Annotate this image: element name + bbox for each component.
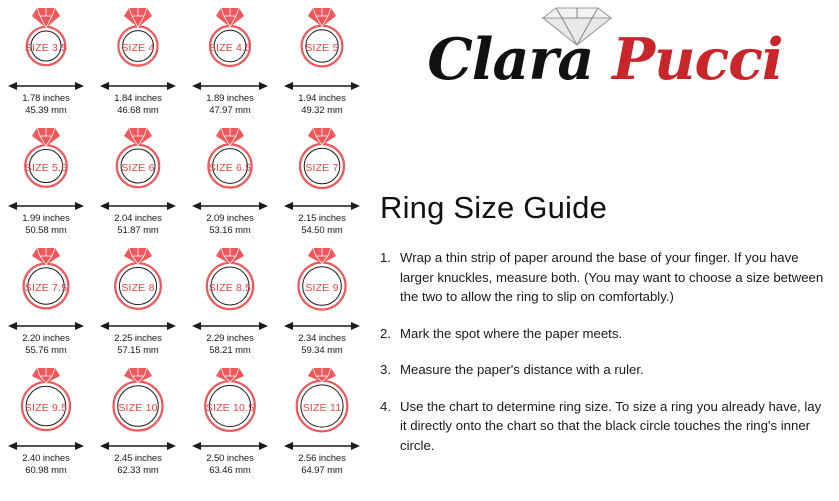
double-arrow-icon bbox=[283, 440, 361, 452]
step-number: 3. bbox=[380, 362, 391, 377]
measure-arrow bbox=[283, 199, 361, 211]
ring-size-chart bbox=[0, 0, 368, 501]
ring-size-cell bbox=[0, 244, 92, 364]
measure-arrow bbox=[7, 79, 85, 91]
ring-illustration bbox=[99, 246, 177, 318]
ring-size-label: SIZE 6.5 bbox=[208, 162, 252, 174]
ring-size-label: SIZE 4 bbox=[121, 42, 155, 54]
ring-measurement-mm: 63.46 mm bbox=[209, 464, 251, 476]
ring-measurement-inches: 2.50 inches bbox=[206, 453, 254, 464]
ring-size-label: SIZE 10 bbox=[118, 402, 158, 414]
ring-size-cell bbox=[0, 364, 92, 484]
ring-measurement bbox=[114, 453, 162, 476]
measure-arrow bbox=[7, 199, 85, 211]
measure-arrow bbox=[7, 439, 85, 451]
ring-measurement bbox=[22, 333, 70, 356]
page-title: Ring Size Guide bbox=[380, 190, 608, 225]
ring-size-cell bbox=[0, 4, 92, 124]
double-arrow-icon bbox=[99, 80, 177, 92]
ring-size-label: SIZE 3.5 bbox=[24, 42, 68, 54]
double-arrow-icon bbox=[7, 320, 85, 332]
instruction-step bbox=[380, 324, 828, 344]
ring-measurement bbox=[114, 333, 162, 356]
step-number: 1. bbox=[380, 250, 391, 265]
step-text: Wrap a thin strip of paper around the base of your finger. If you have larger knuckles, measure both. (You may want to choose a size between the two to allow the ring to slip on comfortably.) bbox=[400, 250, 824, 304]
ring-size-cell bbox=[276, 364, 368, 484]
ring-measurement-mm: 46.68 mm bbox=[117, 104, 159, 116]
double-arrow-icon bbox=[7, 440, 85, 452]
ring-illustration bbox=[99, 126, 177, 198]
chart-row bbox=[0, 4, 368, 124]
ring-size-label: SIZE 5.5 bbox=[24, 162, 68, 174]
step-text: Measure the paper's distance with a ruler. bbox=[400, 362, 644, 377]
ring-size-label: SIZE 4.5 bbox=[208, 42, 252, 54]
double-arrow-icon bbox=[99, 200, 177, 212]
double-arrow-icon bbox=[283, 320, 361, 332]
double-arrow-icon bbox=[99, 320, 177, 332]
measure-arrow bbox=[283, 319, 361, 331]
ring-size-cell bbox=[276, 124, 368, 244]
ring-measurement-inches: 1.84 inches bbox=[114, 93, 162, 104]
ring-measurement-inches: 2.09 inches bbox=[206, 213, 254, 224]
measure-arrow bbox=[191, 319, 269, 331]
ring-measurement bbox=[206, 93, 254, 116]
ring-illustration bbox=[99, 6, 177, 78]
ring-illustration bbox=[283, 246, 361, 318]
ring-measurement-mm: 53.16 mm bbox=[209, 224, 251, 236]
ring-size-cell bbox=[276, 244, 368, 364]
measure-arrow bbox=[191, 439, 269, 451]
brand-name-second: Pucci bbox=[612, 26, 783, 93]
ring-illustration bbox=[191, 6, 269, 78]
step-text: Mark the spot where the paper meets. bbox=[400, 325, 623, 341]
ring-size-label: SIZE 8.5 bbox=[208, 282, 252, 294]
double-arrow-icon bbox=[99, 440, 177, 452]
ring-measurement bbox=[114, 93, 162, 116]
ring-measurement bbox=[298, 333, 346, 356]
ring-size-label: SIZE 7.5 bbox=[24, 282, 68, 294]
ring-size-cell bbox=[92, 364, 184, 484]
ring-size-cell bbox=[184, 364, 276, 484]
measure-arrow bbox=[283, 439, 361, 451]
ring-size-cell bbox=[184, 124, 276, 244]
ring-illustration bbox=[7, 366, 85, 438]
instruction-step bbox=[380, 248, 828, 307]
ring-size-cell bbox=[184, 4, 276, 124]
ring-size-cell bbox=[184, 244, 276, 364]
instruction-step bbox=[380, 360, 828, 380]
double-arrow-icon bbox=[7, 80, 85, 92]
ring-illustration bbox=[283, 6, 361, 78]
ring-size-cell bbox=[0, 124, 92, 244]
ring-measurement-inches: 1.78 inches bbox=[22, 93, 70, 104]
ring-measurement-mm: 64.97 mm bbox=[301, 464, 343, 476]
ring-measurement bbox=[22, 213, 70, 236]
double-arrow-icon bbox=[191, 200, 269, 212]
ring-measurement-inches: 2.45 inches bbox=[114, 453, 162, 464]
measure-arrow bbox=[191, 79, 269, 91]
ring-size-label: SIZE 7 bbox=[305, 162, 339, 174]
ring-measurement bbox=[206, 213, 254, 236]
ring-measurement-inches: 2.04 inches bbox=[114, 213, 162, 224]
step-text: Use the chart to determine ring size. To size a ring you already have, lay it directly onto the chart so that the black circle touches the ring's inner circle. bbox=[400, 398, 822, 453]
ring-measurement-mm: 60.98 mm bbox=[25, 464, 67, 476]
ring-measurement bbox=[22, 453, 70, 476]
double-arrow-icon bbox=[7, 200, 85, 212]
ring-measurement bbox=[298, 93, 346, 116]
ring-illustration bbox=[191, 366, 269, 438]
step-number: 2. bbox=[380, 325, 391, 341]
measure-arrow bbox=[283, 79, 361, 91]
chart-row bbox=[0, 124, 368, 244]
ring-measurement bbox=[114, 213, 162, 236]
ring-illustration bbox=[191, 246, 269, 318]
ring-size-cell bbox=[276, 4, 368, 124]
ring-illustration bbox=[283, 126, 361, 198]
ring-size-label: SIZE 9 bbox=[305, 282, 339, 294]
ring-measurement-inches: 2.56 inches bbox=[298, 453, 346, 464]
step-number: 4. bbox=[380, 398, 391, 414]
ring-size-label: SIZE 5 bbox=[305, 42, 339, 54]
ring-measurement bbox=[298, 213, 346, 236]
ring-size-label: SIZE 10.5 bbox=[205, 402, 255, 414]
ring-measurement-mm: 47.97 mm bbox=[209, 104, 251, 116]
ring-measurement-mm: 55.76 mm bbox=[25, 344, 67, 356]
measure-arrow bbox=[99, 79, 177, 91]
ring-size-label: SIZE 6 bbox=[121, 162, 155, 174]
measure-arrow bbox=[7, 319, 85, 331]
ring-measurement bbox=[22, 93, 70, 116]
ring-measurement-mm: 51.87 mm bbox=[117, 224, 159, 236]
double-arrow-icon bbox=[191, 80, 269, 92]
ring-measurement bbox=[298, 453, 346, 476]
ring-size-label: SIZE 9.5 bbox=[24, 402, 68, 414]
ring-illustration bbox=[7, 126, 85, 198]
instruction-step bbox=[380, 397, 828, 456]
double-arrow-icon bbox=[283, 80, 361, 92]
ring-measurement-mm: 62.33 mm bbox=[117, 464, 159, 476]
chart-row bbox=[0, 244, 368, 364]
measure-arrow bbox=[99, 199, 177, 211]
ring-measurement-inches: 2.15 inches bbox=[298, 213, 346, 224]
brand-name bbox=[380, 26, 830, 93]
double-arrow-icon bbox=[191, 320, 269, 332]
measure-arrow bbox=[191, 199, 269, 211]
guide-panel bbox=[368, 0, 839, 501]
ring-measurement-inches: 2.34 inches bbox=[298, 333, 346, 344]
instruction-list bbox=[380, 248, 828, 472]
ring-measurement-inches: 1.99 inches bbox=[22, 213, 70, 224]
ring-size-label: SIZE 8 bbox=[121, 282, 155, 294]
ring-measurement-mm: 50.58 mm bbox=[25, 224, 67, 236]
ring-measurement-mm: 49.32 mm bbox=[301, 104, 343, 116]
ring-size-cell bbox=[92, 124, 184, 244]
ring-measurement-inches: 2.40 inches bbox=[22, 453, 70, 464]
brand-logo bbox=[380, 4, 830, 112]
ring-measurement-mm: 54.50 mm bbox=[301, 224, 343, 236]
ring-size-cell bbox=[92, 4, 184, 124]
ring-measurement-inches: 2.20 inches bbox=[22, 333, 70, 344]
ring-illustration bbox=[7, 6, 85, 78]
ring-measurement-inches: 1.89 inches bbox=[206, 93, 254, 104]
ring-measurement-mm: 45.39 mm bbox=[25, 104, 67, 116]
ring-measurement-mm: 57.15 mm bbox=[117, 344, 159, 356]
ring-size-cell bbox=[92, 244, 184, 364]
ring-size-label: SIZE 11 bbox=[302, 402, 342, 414]
ring-measurement-mm: 59.34 mm bbox=[301, 344, 343, 356]
ring-measurement-mm: 58.21 mm bbox=[209, 344, 251, 356]
ring-measurement-inches: 1.94 inches bbox=[298, 93, 346, 104]
ring-illustration bbox=[99, 366, 177, 438]
double-arrow-icon bbox=[191, 440, 269, 452]
chart-row bbox=[0, 364, 368, 484]
double-arrow-icon bbox=[283, 200, 361, 212]
ring-measurement-inches: 2.25 inches bbox=[114, 333, 162, 344]
measure-arrow bbox=[99, 439, 177, 451]
measure-arrow bbox=[99, 319, 177, 331]
ring-illustration bbox=[191, 126, 269, 198]
brand-name-first: Clara bbox=[427, 26, 594, 93]
ring-measurement bbox=[206, 453, 254, 476]
ring-illustration bbox=[283, 366, 361, 438]
ring-illustration bbox=[7, 246, 85, 318]
ring-measurement-inches: 2.29 inches bbox=[206, 333, 254, 344]
ring-measurement bbox=[206, 333, 254, 356]
